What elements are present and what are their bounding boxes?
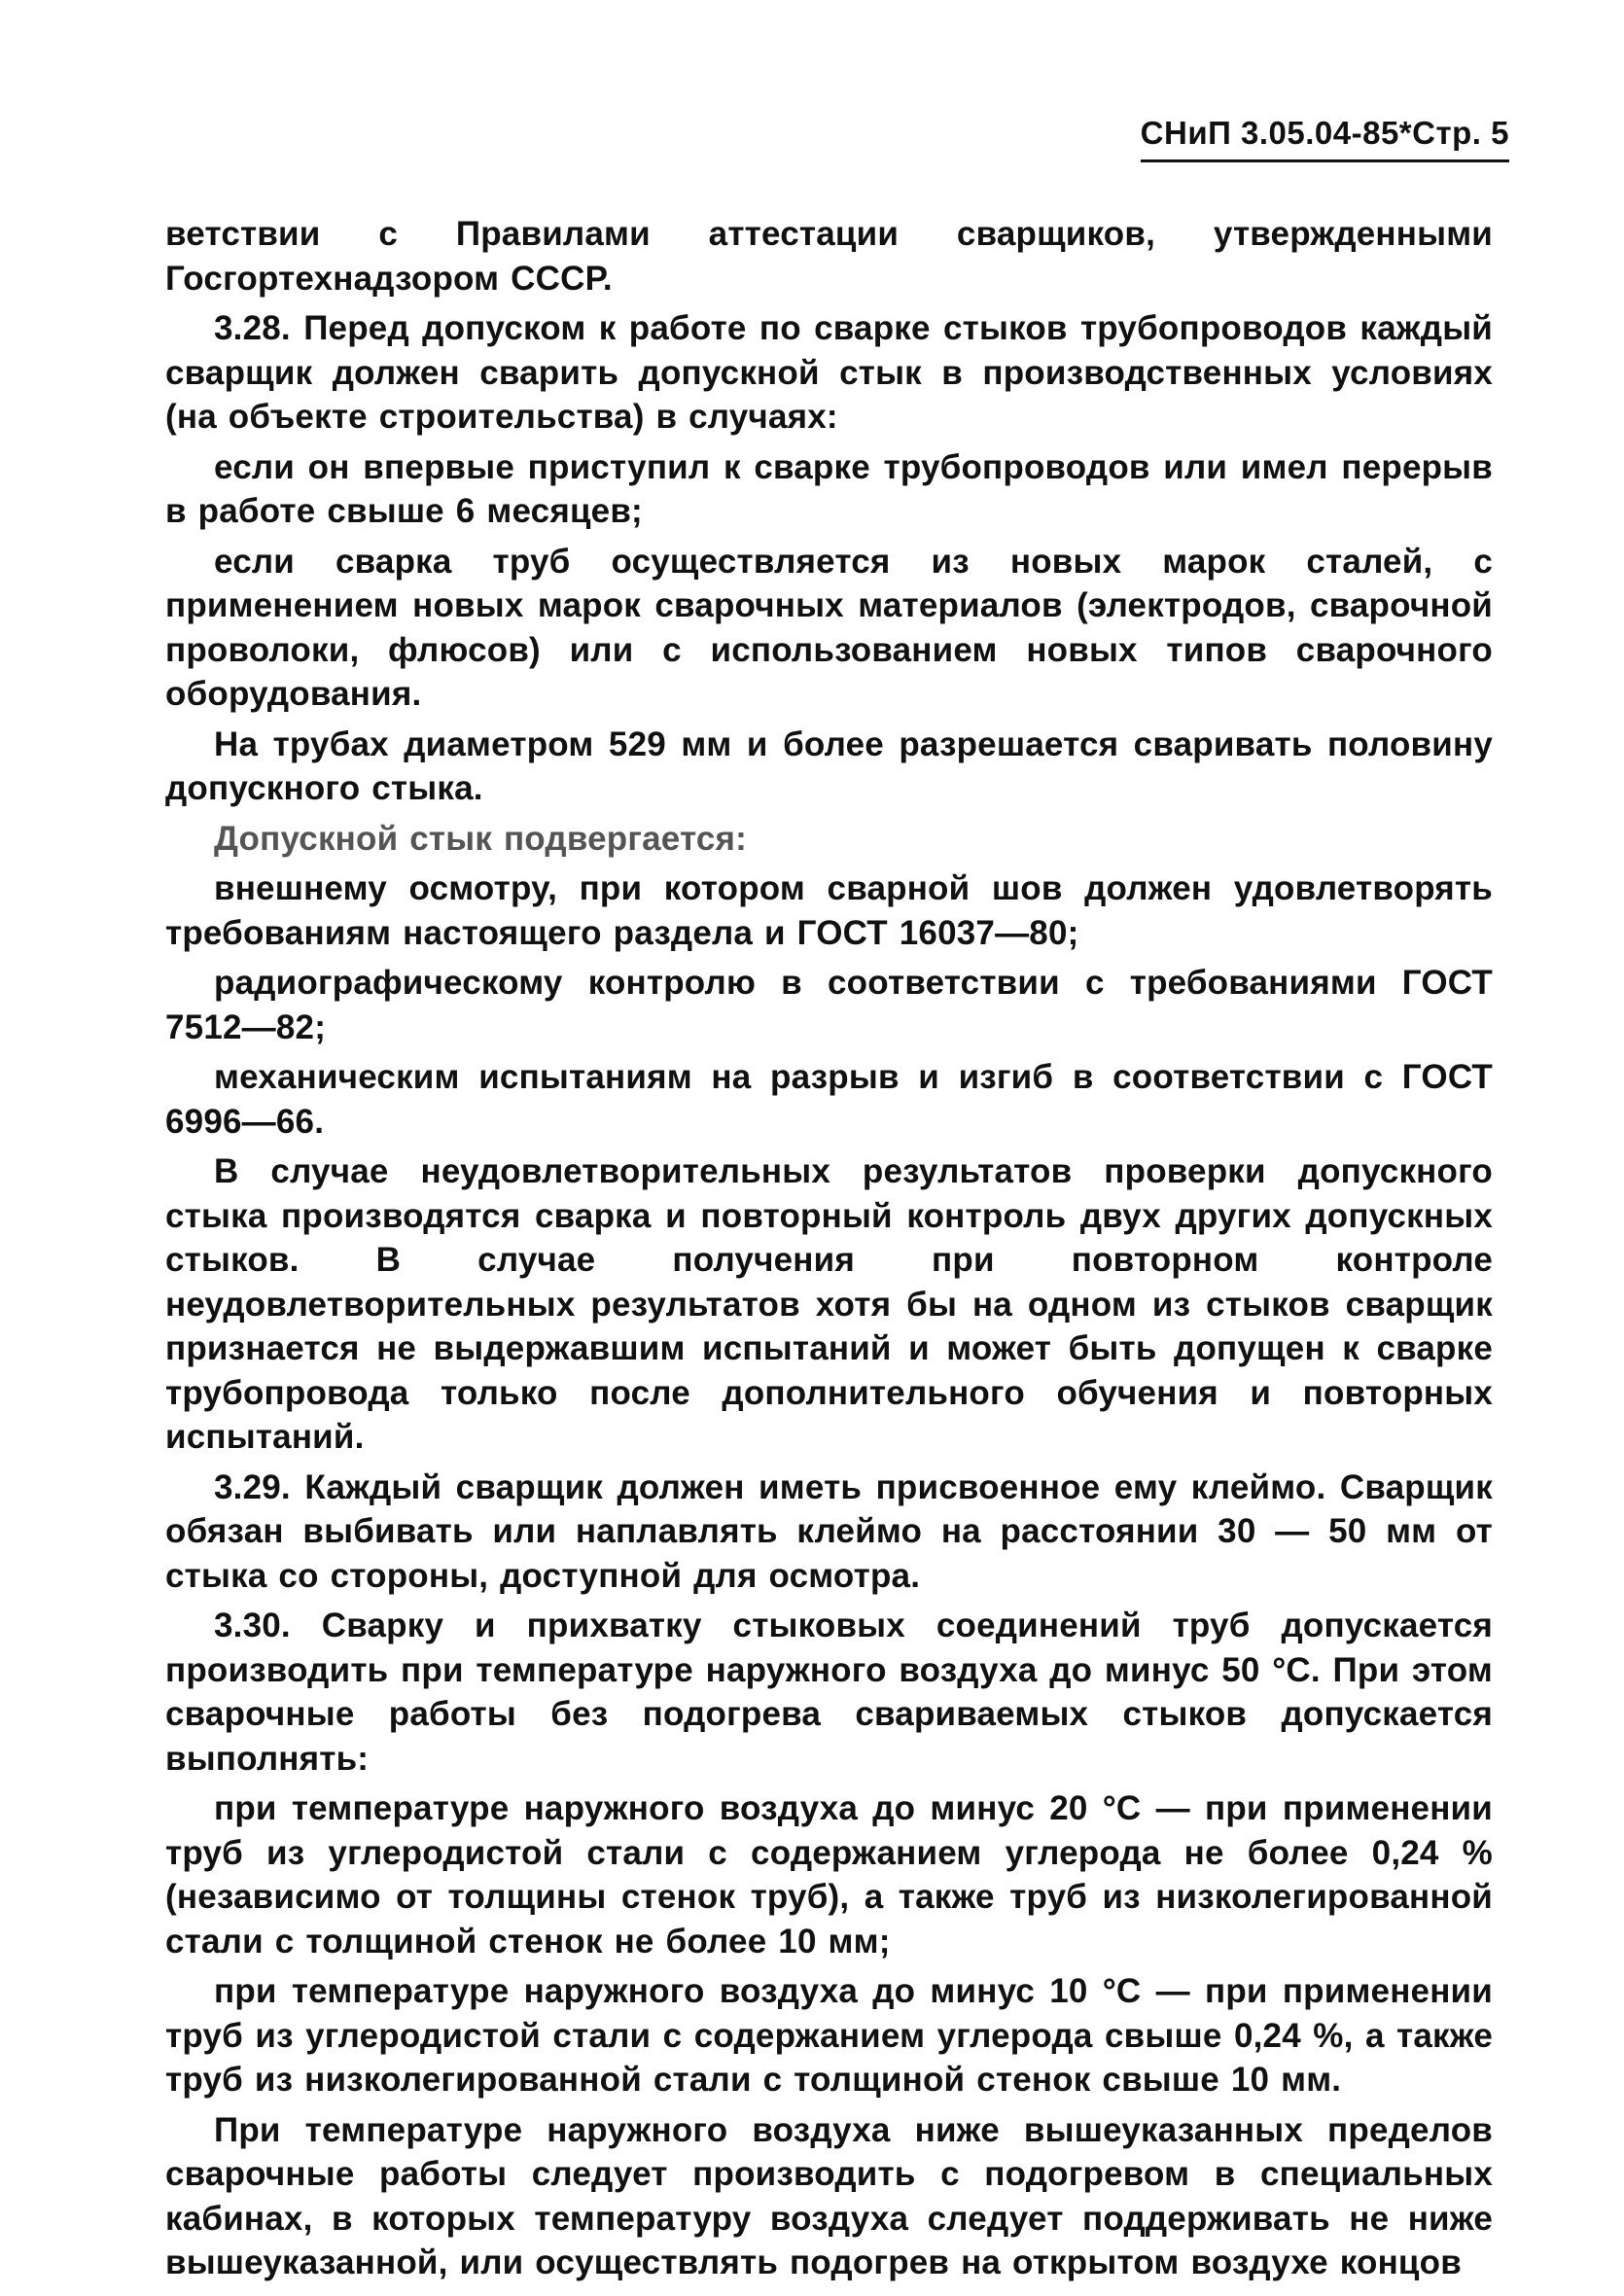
paragraph xyxy=(165,540,1493,717)
clause-number: 3.29. xyxy=(214,1467,291,1506)
paragraph xyxy=(165,212,1493,300)
paragraph-text: если он впервые приступил к сварке трубопроводов или имел перерыв в работе свыше 6 месяцев; xyxy=(165,447,1493,530)
paragraph xyxy=(165,1969,1493,2102)
clause-3-28 xyxy=(165,306,1493,440)
paragraph xyxy=(165,2108,1493,2285)
paragraph-text: радиографическому контролю в соответствии с требованиями ГОСТ 7512—82; xyxy=(165,964,1493,1046)
paragraph xyxy=(165,723,1493,811)
paragraph xyxy=(165,445,1493,534)
paragraph-text: если сварка труб осуществляется из новых марок сталей, с применением новых марок сварочных материалов (электродов, сварочной проволоки, флюсов) или с использованием новых типов сварочного оборудования. xyxy=(165,542,1493,713)
paragraph xyxy=(165,1149,1493,1460)
paragraph-text: при температуре наружного воздуха до минус 20 °С — при применении труб из углеродистой стали с содержанием углерода не более 0,24 % (независимо от толщины стенок труб), а также труб из низколегированной стали с толщиной стенок не более 10 мм; xyxy=(165,1789,1493,1960)
paragraph xyxy=(165,817,1493,862)
clause-3-29 xyxy=(165,1466,1493,1599)
paragraph xyxy=(165,1055,1493,1144)
clause-number: 3.28. xyxy=(214,309,291,347)
clause-number: 3.30. xyxy=(214,1607,291,1644)
paragraph-text: ветствии с Правилами аттестации сварщиков, утвержденными Госгортехнадзором СССР. xyxy=(165,215,1493,298)
paragraph-text: В случае неудовлетворительных результатов проверки допускного стыка производятся сварка и повторный контроль двух других допускных стыков. В случае получения при повторном контроле неудовлетворительных результатов хотя бы на одном из стыков сварщик признается не выдержавшим испытаний и может быть допущен к сварке трубопровода только после дополнительного обучения и повторных испытаний. xyxy=(165,1152,1493,1456)
document-body xyxy=(165,212,1493,2291)
paragraph-text: Перед допуском к работе по сварке стыков трубопроводов каждый сварщик должен сварить допускной стык в производственных условиях (на объекте строительства) в случаях: xyxy=(165,309,1493,436)
paragraph-text: При температуре наружного воздуха ниже вышеуказанных пределов сварочные работы следует производить с подогревом в специальных кабинах, в которых температуру воздуха следует поддерживать не ниже вышеуказанной, или осуществлять подогрев на открытом воздухе концов xyxy=(165,2110,1493,2281)
paragraph xyxy=(165,1786,1493,1963)
paragraph xyxy=(165,961,1493,1049)
paragraph-text: Сварку и прихватку стыковых соединений труб допускается производить при температуре наружного воздуха до минус 50 °С. При этом сварочные работы без подогрева свариваемых стыков допускается выполнять: xyxy=(165,1607,1493,1778)
paragraph-text: при температуре наружного воздуха до минус 10 °С — при применении труб из углеродистой стали с содержанием углерода свыше 0,24 %, а также труб из низколегированной стали с толщиной стенок свыше 10 мм. xyxy=(165,1972,1493,2099)
paragraph-text: Каждый сварщик должен иметь присвоенное ему клеймо. Сварщик обязан выбивать или наплавлять клеймо на расстоянии 30 — 50 мм от стыка со стороны, доступной для осмотра. xyxy=(165,1467,1493,1595)
paragraph-text: механическим испытаниям на разрыв и изгиб в соответствии с ГОСТ 6996—66. xyxy=(165,1058,1493,1141)
paragraph-text: Допускной стык подвергается: xyxy=(214,819,747,858)
paragraph-text: внешнему осмотру, при котором сварной шов должен удовлетворять требованиям настоящего раздела и ГОСТ 16037—80; xyxy=(165,869,1493,952)
paragraph-text: На трубах диаметром 529 мм и более разрешается сваривать половину допускного стыка. xyxy=(165,724,1493,807)
clause-3-30 xyxy=(165,1604,1493,1781)
page-header: СНиП 3.05.04-85*Стр. 5 xyxy=(1141,115,1509,162)
paragraph xyxy=(165,866,1493,955)
